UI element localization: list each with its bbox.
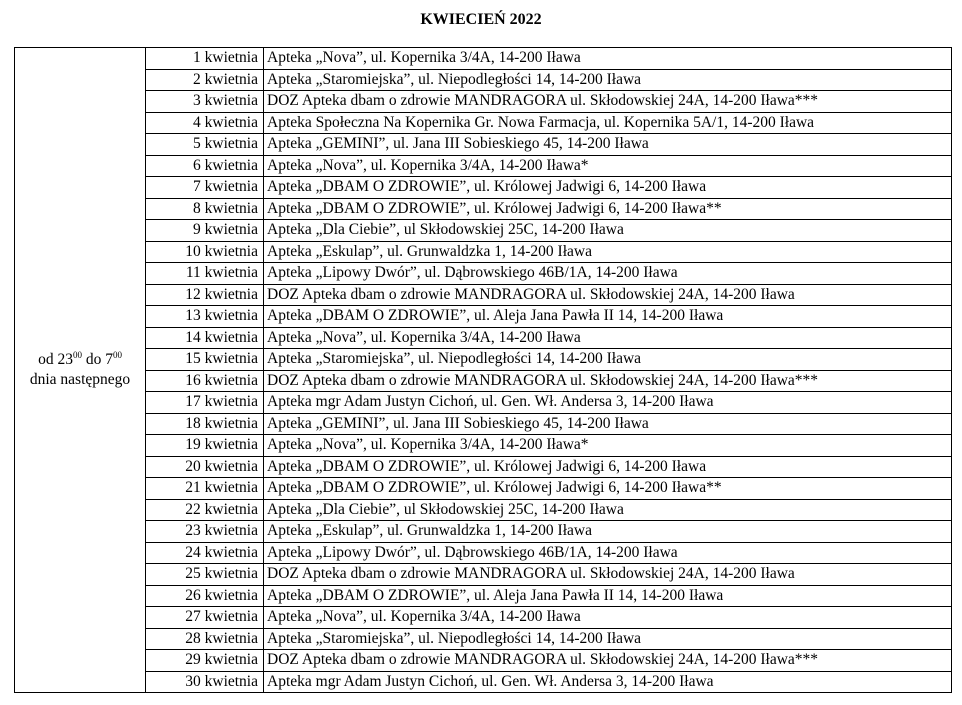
pharmacy-cell: Apteka „DBAM O ZDROWIE”, ul. Królowej Jadwigi 6, 14-200 Iława** xyxy=(264,478,952,500)
pharmacy-cell: DOZ Apteka dbam o zdrowie MANDRAGORA ul. Skłodowskiej 24A, 14-200 Iława*** xyxy=(264,370,952,392)
day-cell: 26 kwietnia xyxy=(146,585,264,607)
day-cell: 14 kwietnia xyxy=(146,327,264,349)
day-cell: 19 kwietnia xyxy=(146,435,264,457)
table-row xyxy=(15,220,952,242)
table-row xyxy=(15,585,952,607)
day-cell: 30 kwietnia xyxy=(146,671,264,693)
pharmacy-cell: DOZ Apteka dbam o zdrowie MANDRAGORA ul. Skłodowskiej 24A, 14-200 Iława*** xyxy=(264,91,952,113)
day-cell: 24 kwietnia xyxy=(146,542,264,564)
day-cell: 20 kwietnia xyxy=(146,456,264,478)
pharmacy-cell: Apteka „Dla Ciebie”, ul Skłodowskiej 25C, 14-200 Iława xyxy=(264,220,952,242)
day-cell: 6 kwietnia xyxy=(146,155,264,177)
table-row xyxy=(15,327,952,349)
table-row xyxy=(15,650,952,672)
hours-to: do $7^{00}$ xyxy=(81,350,122,368)
day-cell: 23 kwietnia xyxy=(146,521,264,543)
day-cell: 17 kwietnia xyxy=(146,392,264,414)
table-row xyxy=(15,607,952,629)
day-cell: 13 kwietnia xyxy=(146,306,264,328)
day-cell: 22 kwietnia xyxy=(146,499,264,521)
table-row xyxy=(15,456,952,478)
day-cell: 16 kwietnia xyxy=(146,370,264,392)
pharmacy-cell: DOZ Apteka dbam o zdrowie MANDRAGORA ul. Skłodowskiej 24A, 14-200 Iława xyxy=(264,284,952,306)
pharmacy-cell: Apteka „Staromiejska”, ul. Niepodległości 14, 14-200 Iława xyxy=(264,349,952,371)
day-cell: 2 kwietnia xyxy=(146,69,264,91)
table-row xyxy=(15,134,952,156)
day-cell: 11 kwietnia xyxy=(146,263,264,285)
table-row xyxy=(15,564,952,586)
table-row xyxy=(15,69,952,91)
day-cell: 3 kwietnia xyxy=(146,91,264,113)
table-row xyxy=(15,521,952,543)
table-row xyxy=(15,542,952,564)
hours-cell xyxy=(15,48,146,693)
table-row xyxy=(15,112,952,134)
pharmacy-cell: Apteka „Staromiejska”, ul. Niepodległości 14, 14-200 Iława xyxy=(264,628,952,650)
pharmacy-cell: Apteka „DBAM O ZDROWIE”, ul. Królowej Jadwigi 6, 14-200 Iława xyxy=(264,456,952,478)
day-cell: 29 kwietnia xyxy=(146,650,264,672)
pharmacy-cell: Apteka „Lipowy Dwór”, ul. Dąbrowskiego 46B/1A, 14-200 Iława xyxy=(264,263,952,285)
pharmacy-cell: Apteka „Eskulap”, ul. Grunwaldzka 1, 14-200 Iława xyxy=(264,241,952,263)
pharmacy-cell: Apteka „Nova”, ul. Kopernika 3/4A, 14-200 Iława* xyxy=(264,155,952,177)
day-cell: 5 kwietnia xyxy=(146,134,264,156)
table-row xyxy=(15,370,952,392)
day-cell: 25 kwietnia xyxy=(146,564,264,586)
pharmacy-cell: Apteka „GEMINI”, ul. Jana III Sobieskiego 45, 14-200 Iława xyxy=(264,134,952,156)
day-cell: 7 kwietnia xyxy=(146,177,264,199)
table-row xyxy=(15,349,952,371)
pharmacy-cell: DOZ Apteka dbam o zdrowie MANDRAGORA ul. Skłodowskiej 24A, 14-200 Iława xyxy=(264,564,952,586)
day-cell: 10 kwietnia xyxy=(146,241,264,263)
pharmacy-cell: Apteka „Nova”, ul. Kopernika 3/4A, 14-200 Iława xyxy=(264,607,952,629)
pharmacy-cell: Apteka „DBAM O ZDROWIE”, ul. Królowej Jadwigi 6, 14-200 Iława** xyxy=(264,198,952,220)
table-row xyxy=(15,91,952,113)
pharmacy-cell: Apteka „Nova”, ul. Kopernika 3/4A, 14-200 Iława xyxy=(264,48,952,70)
table-row xyxy=(15,478,952,500)
pharmacy-cell: Apteka mgr Adam Justyn Cichoń, ul. Gen. Wł. Andersa 3, 14-200 Iława xyxy=(264,671,952,693)
table-row xyxy=(15,241,952,263)
table-row xyxy=(15,435,952,457)
pharmacy-cell: Apteka „Lipowy Dwór”, ul. Dąbrowskiego 46B/1A, 14-200 Iława xyxy=(264,542,952,564)
pharmacy-cell: Apteka mgr Adam Justyn Cichoń, ul. Gen. Wł. Andersa 3, 14-200 Iława xyxy=(264,392,952,414)
table-row xyxy=(15,284,952,306)
pharmacy-cell: Apteka „Nova”, ul. Kopernika 3/4A, 14-200 Iława xyxy=(264,327,952,349)
pharmacy-cell: Apteka „GEMINI”, ul. Jana III Sobieskiego 45, 14-200 Iława xyxy=(264,413,952,435)
hours-next-day: dnia następnego xyxy=(29,371,131,388)
day-cell: 4 kwietnia xyxy=(146,112,264,134)
pharmacy-cell: Apteka „Eskulap”, ul. Grunwaldzka 1, 14-200 Iława xyxy=(264,521,952,543)
table-row xyxy=(15,628,952,650)
pharmacy-cell: Apteka Społeczna Na Kopernika Gr. Nowa Farmacja, ul. Kopernika 5A/1, 14-200 Iława xyxy=(264,112,952,134)
duty-schedule-table xyxy=(14,47,952,693)
table-row xyxy=(15,177,952,199)
day-cell: 12 kwietnia xyxy=(146,284,264,306)
table-row xyxy=(15,306,952,328)
table-row xyxy=(15,392,952,414)
pharmacy-cell: Apteka „Dla Ciebie”, ul Skłodowskiej 25C, 14-200 Iława xyxy=(264,499,952,521)
day-cell: 15 kwietnia xyxy=(146,349,264,371)
pharmacy-cell: Apteka „DBAM O ZDROWIE”, ul. Aleja Jana Pawła II 14, 14-200 Iława xyxy=(264,306,952,328)
hours-from: od $23^{00}$ xyxy=(38,350,82,368)
day-cell: 21 kwietnia xyxy=(146,478,264,500)
day-cell: 28 kwietnia xyxy=(146,628,264,650)
table-row xyxy=(15,48,952,70)
table-row xyxy=(15,499,952,521)
pharmacy-cell: Apteka „Staromiejska”, ul. Niepodległości 14, 14-200 Iława xyxy=(264,69,952,91)
page-title: KWIECIEŃ 2022 xyxy=(420,11,542,28)
table-row xyxy=(15,155,952,177)
pharmacy-cell: Apteka „DBAM O ZDROWIE”, ul. Aleja Jana Pawła II 14, 14-200 Iława xyxy=(264,585,952,607)
day-cell: 8 kwietnia xyxy=(146,198,264,220)
pharmacy-cell: Apteka „Nova”, ul. Kopernika 3/4A, 14-200 Iława* xyxy=(264,435,952,457)
pharmacy-cell: Apteka „DBAM O ZDROWIE”, ul. Królowej Jadwigi 6, 14-200 Iława xyxy=(264,177,952,199)
table-row xyxy=(15,198,952,220)
day-cell: 1 kwietnia xyxy=(146,48,264,70)
schedule-body xyxy=(15,48,952,693)
day-cell: 27 kwietnia xyxy=(146,607,264,629)
day-cell: 18 kwietnia xyxy=(146,413,264,435)
day-cell: 9 kwietnia xyxy=(146,220,264,242)
table-row xyxy=(15,671,952,693)
table-row xyxy=(15,263,952,285)
pharmacy-cell: DOZ Apteka dbam o zdrowie MANDRAGORA ul. Skłodowskiej 24A, 14-200 Iława*** xyxy=(264,650,952,672)
table-row xyxy=(15,413,952,435)
